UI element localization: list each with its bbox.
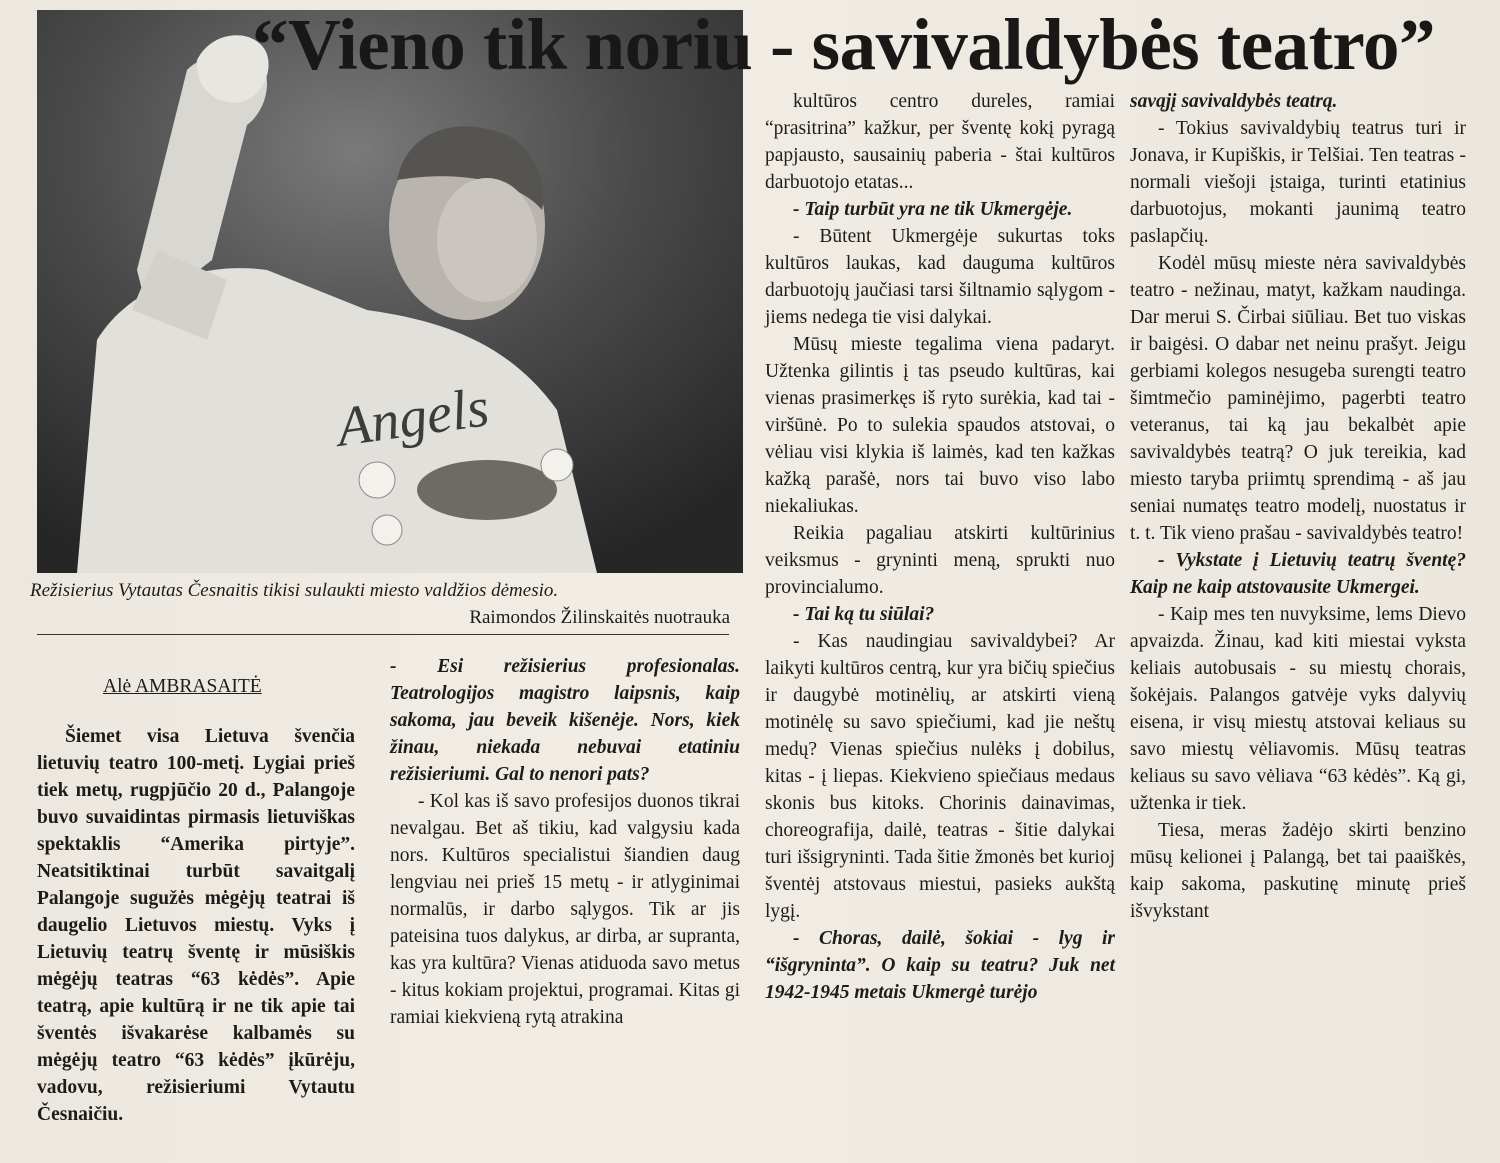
col3-paragraph-3: Mūsų mieste tegalima viena padaryt. Užtenka gilintis į tas pseudo kultūras, kai vienas prasimerkęs iš ryto surėkia, kad tai - viršūnė. Po to sulekia spaudos atstovai, o vėliau visi klykia iš laimės, kad ten kažkas kažką parašė, nors tai buvo viso labo niekaliukas. [765,334,1115,517]
question-3: - Tai ką tu siūlai? [793,604,935,625]
director-photo-illustration [37,10,743,573]
col4-paragraph-3: - Kaip mes ten nuvyksime, lems Dievo apvaizda. Žinau, kad kiti miestai vyksta keliais autobusais - su miestų chorais, šokėjais. Palangos gatvėje vyks dalyvių eisena, ir visų miestų atstovai keliaus su savo miestų vėliavomis. Mūsų teatras keliaus su savo vėliava “63 kėdės”. Ką gi, užtenka ir tiek. [1130,604,1466,814]
caption-text: Režisierius Vytautas Česnaitis tikisi sulaukti miesto valdžios dėmesio. [30,580,559,601]
caption-divider [37,634,729,635]
author-byline: Alė AMBRASAITĖ [103,676,262,697]
col4-paragraph-1: - Tokius savivaldybių teatrus turi ir Jonava, ir Kupiškis, ir Telšiai. Ten teatras - normali viešoji įstaiga, turinti etatinius darbuotojus, mokanti jaunimą teatro paslapčių. [1130,118,1466,247]
column-1 [37,723,355,1128]
column-4 [1130,88,1466,925]
col4-paragraph-4: Tiesa, meras žadėjo skirti benzino mūsų kelionei į Palangą, bet tai paaiškės, kaip sakoma, paskutinę minutę prieš išvykstant [1130,820,1466,922]
shirt-text: Angels [333,376,493,459]
answer-1: - Kol kas iš savo profesijos duonos tikrai nevalgau. Bet aš tikiu, kad valgysiu kada nors. Kultūros specialistui šiandien daug lengviau nei prieš 15 metų - ir atlyginimai normalūs, ir darbo sąlygos. Tik ar jis pateisina tuos dalykus, ar dirba, ar supranta, kas yra kultūra? Vienas atiduoda savo metus - kitus kokiam projektui, programai. Kitas gi ramiai kiekvieną rytą atrakina [390,791,740,1028]
lead-paragraph: Šiemet visa Lietuva švenčia lietuvių teatro 100-metį. Lygiai prieš tiek metų, rugpjūčio 20 d., Palangoje buvo suvaidintas pirmasis lietuviškas spektaklis “Amerika pirtyje”. Neatsitiktinai turbūt savaitgalį Palangoje sugužės mėgėjų teatrai iš daugelio Lietuvos miestų. Vyks į Lietuvių teatrų šventę ir mūsiškis mėgėjų teatras “63 kėdės”. Apie teatrą, apie kultūrą ir ne tik apie tai šventės išvakarėse kalbamės su mėgėjų teatro “63 kėdės” įkūrėju, vadovu, režisieriumi Vytautu Česnaičiu. [37,726,355,1125]
col3-paragraph-1: kultūros centro dureles, ramiai “prasitrina” kažkur, per šventę kokį pyragą papjausto, sausainių paberia - štai kultūros darbuotojo etatas... [765,91,1115,193]
col4-paragraph-2: Kodėl mūsų mieste nėra savivaldybės teatro - nežinau, matyt, kažkam naudinga. Dar merui S. Čirbai siūliau. Bet tuo viskas ir baigėsi. O dabar net neinu prašyt. Jeigu gerbiami kolegos nesugeba surengti teatro šimtmečio paminėjimo, pagerbti teatro veteranus, tai ką jau bekalbėt apie savivaldybės teatrą? O juk tereikia, kad miesto taryba priimtų sprendimą - aš jau seniai numatęs teatro modelį, nuostatus ir t. t. Tik vieno prašau - savivaldybės teatro! [1130,253,1466,544]
col3-paragraph-5: - Kas naudingiau savivaldybei? Ar laikyti kultūros centrą, kur yra bičių spiečius ir daugybė motinėlių, ar atskirti vieną motinėlę su savo spiečiumi, kad jie neštų medų? Vienas spiečius nulėks į dobilus, kitas - į liepas. Kiekvieno spiečiaus medaus skonis bus kitoks. Chorinis dainavimas, choreografija, dailė, teatras - šitie dalykai turi išsigryninti. Tada šitie žmonės bet kurioj šventėj atstovaus miestui, pasieks aukštą lygį. [765,631,1115,922]
photo-credit: Raimondos Žilinskaitės nuotrauka [469,607,730,628]
article-photo [37,10,743,573]
column-2 [390,653,740,1031]
headline: “Vieno tik noriu - savivaldybės teatro” [252,4,1436,85]
question-4-continued: savąjį savivaldybės teatrą. [1130,91,1338,112]
question-5: - Vykstate į Lietuvių teatrų šventę? Kaip ne kaip atstovausite Ukmergei. [1130,550,1466,598]
question-2: - Taip turbūt yra ne tik Ukmergėje. [793,199,1073,220]
column-3 [765,88,1115,1006]
col3-paragraph-4: Reikia pagaliau atskirti kultūrinius veiksmus - gryninti meną, sprukti nuo provincialumo. [765,523,1115,598]
question-1: - Esi režisierius profesionalas. Teatrologijos magistro laipsnis, kaip sakoma, jau beveik kišenėje. Nors, kiek žinau, niekada nebuvai etatiniu režisieriumi. Gal to nenori pats? [390,656,740,785]
question-4: - Choras, dailė, šokiai - lyg ir “išgryninta”. O kaip su teatru? Juk net 1942-1945 metais Ukmergė turėjo [765,928,1115,1003]
photo-caption [30,577,744,631]
col3-paragraph-2: - Būtent Ukmergėje sukurtas toks kultūros laukas, kad dauguma kultūros darbuotojų jaučiasi tarsi šiltnamio sąlygom - jiems nedega tie visi dalykai. [765,226,1115,328]
